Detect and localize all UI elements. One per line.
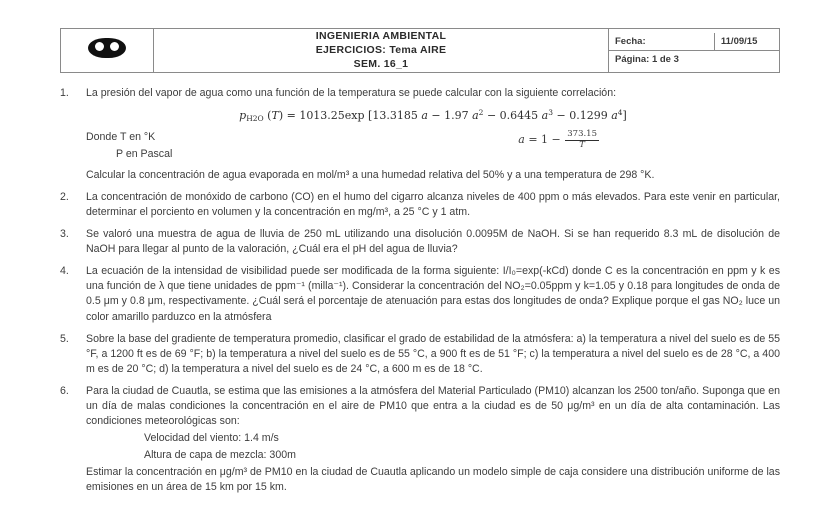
header-title-line3: SEM. 16_1 [353, 58, 409, 71]
item-intro-text: La presión del vapor de agua como una función de la temperatura se puede calcular con la siguiente correlación: [86, 86, 617, 99]
panda-logo-icon [88, 38, 126, 58]
item-subline: Velocidad del viento: 1.4 m/s [144, 431, 279, 444]
list-item [60, 86, 780, 184]
item-number: 2. [60, 191, 69, 204]
header-meta-cell [609, 29, 780, 73]
list-item [60, 264, 780, 324]
header-page-label: Página: 1 de 3 [615, 53, 679, 65]
formula-vapor-pressure: $p_{H2O}$ (T) = 1013.25exp [13.3185 a − 1.97 $a^2 - 0.6445$ $a^3 - 0.1299$ $a^4$] [239, 107, 627, 123]
header-title-line1: INGENIERIA AMBIENTAL [315, 30, 447, 42]
item-closing-text: Estimar la concentración en μg/m³ de PM10 en la ciudad de Cuautla aplicando un modelo simple de caja considere una distribución uniforme de las emisiones en un área de 15 km por 15 km. [86, 465, 780, 493]
item-number: 1. [60, 86, 69, 99]
item-text: Para la ciudad de Cuautla, se estima que las emisiones a la atmósfera del Material Particulado (PM10) alcanzan los 2500 ton/año. Suponga que en un día de malas condiciones la concentración en el aire de PM10 que entra a la ciudad es de 50 μg/m³ en un día de alta contaminación. Las condiciones meteorológicas son: [86, 384, 780, 427]
list-item [60, 332, 780, 377]
item-text: Sobre la base del gradiente de temperatura promedio, clasificar el grado de estabilidad de la atmósfera: a) la temperatura a nivel del suelo es de 55 °F, a 1200 ft es de 69 °F; b) la temperatura a nivel del suelo es de 55 °C, a 900 ft es de 51 °F; c) la temperatura a nivel del suelo es de 28 °C, a 400 m es de 20 °C; d) la temperatura a nivel del suelo es de 24 °C, a 600 m es de 18 °C. [86, 332, 780, 375]
header-date-label: Fecha: [609, 33, 714, 51]
header-date-value: 11/09/15 [714, 33, 779, 51]
item-number: 5. [60, 332, 69, 345]
header-title-cell [154, 29, 609, 73]
item-subline: Altura de capa de mezcla: 300m [144, 448, 296, 461]
list-item [60, 190, 780, 220]
item-text: La concentración de monóxido de carbono (CO) en el humo del cigarro alcanza niveles de 400 ppm o más elevados. Para este venir en particular, determinar el porciento en volumen y la concentración en mg/m³, a 25 °C y 1 atm. [86, 191, 780, 219]
item-donde-line1: Donde T en °K [86, 131, 156, 144]
header-logo-cell [61, 29, 154, 73]
document-header [60, 28, 780, 73]
exercise-list [60, 86, 780, 495]
item-text: Se valoró una muestra de agua de lluvia de 250 mL utilizando una disolución 0.0095M de NaOH. Si se han requerido 8.3 mL de disolución de NaOH para llegar al punto de la valoración, ¿Cuál era el pH del agua de lluvia? [86, 228, 780, 256]
item-number: 4. [60, 265, 69, 278]
list-item [60, 227, 780, 257]
list-item [60, 384, 780, 495]
item-number: 6. [60, 384, 69, 397]
header-title-line2: EJERCICIOS: Tema AIRE [315, 44, 447, 57]
item-text: La ecuación de la intensidad de visibilidad puede ser modificada de la forma siguiente: I/I₀=exp(-kCd) donde C es la concentración en ppm y k es una función de λ que tiene unidades de ppm⁻¹ (milla⁻¹). Considerar la concentración del NO₂=0.05ppm y k=1.05 y 0.18 para longitudes de onda de 0.5 μm y 0.8 μm, respectivamente. ¿Cuál será el porcentaje de atenuación para estas dos longitudes de onda? Explique porque el gas NO₂ luce un color amarillo parduzco en la atmósfera [86, 265, 780, 323]
formula-alpha: a = 1 − $\frac{373.15}{T}$ [518, 129, 597, 150]
item-donde-line2: P en Pascal [116, 148, 173, 161]
item-number: 3. [60, 228, 69, 241]
item-closing-text: Calcular la concentración de agua evaporada en mol/m³ a una humedad relativa del 50% y a una temperatura de 298 °K. [86, 169, 655, 182]
